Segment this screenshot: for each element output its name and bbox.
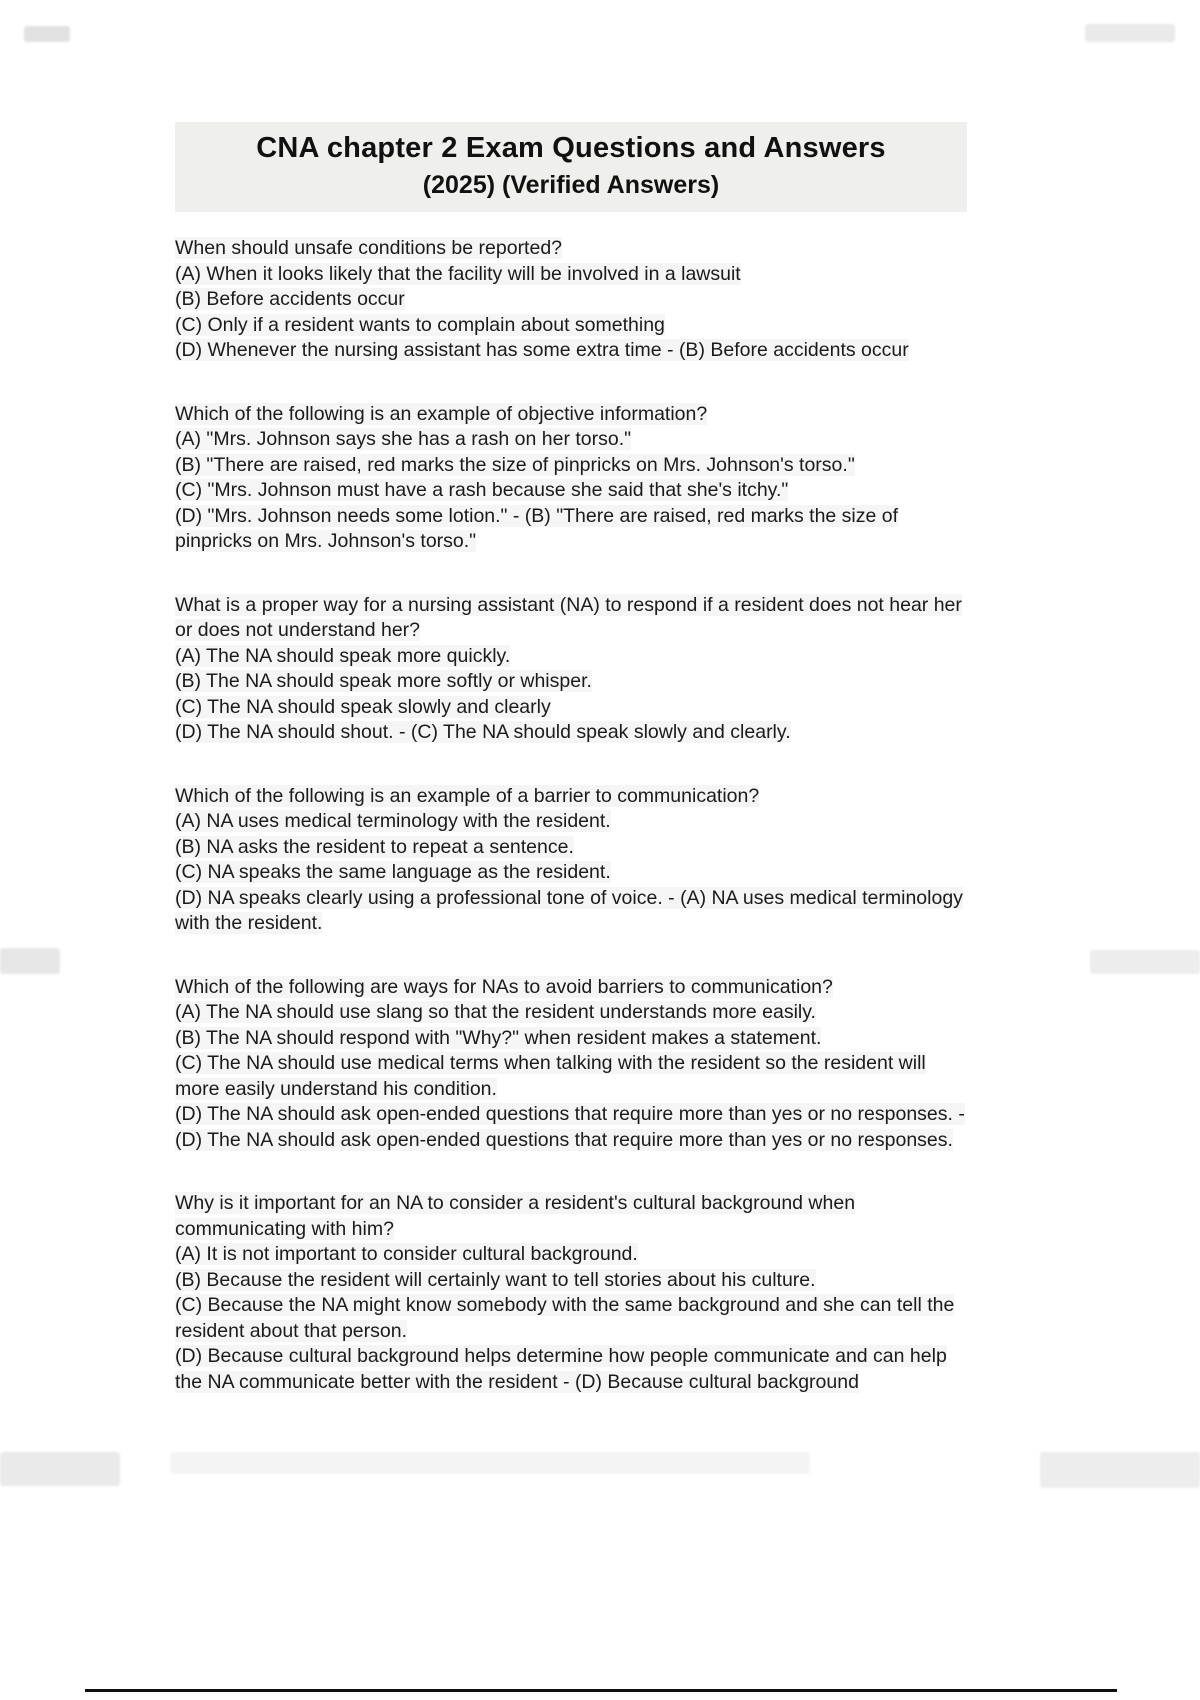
option-line: (B) "There are raised, red marks the size of pinpricks on Mrs. Johnson's torso." [175, 453, 855, 476]
scan-artifact [1090, 950, 1200, 974]
option-line: (D) Whenever the nursing assistant has some extra time - (B) Before accidents occur [175, 339, 909, 361]
option-line: (D) The NA should ask open-ended questions that require more than yes or no responses. - (D) The NA should ask open-ended questions that require more than yes or no responses. [175, 1103, 965, 1151]
question-text: Which of the following are ways for NAs to avoid barriers to communication? [175, 975, 833, 998]
option-line: (B) The NA should respond with "Why?" when resident makes a statement. [175, 1026, 822, 1049]
question-text: When should unsafe conditions be reported? [175, 237, 563, 259]
option-line: (C) "Mrs. Johnson must have a rash because she said that she's itchy." [175, 479, 789, 501]
question-block [175, 1191, 967, 1395]
question-block [175, 784, 967, 937]
option-line: (A) NA uses medical terminology with the resident. [175, 810, 611, 832]
option-line: (C) The NA should use medical terms when talking with the resident so the resident will more easily understand his condition. [175, 1052, 926, 1100]
question-block [175, 402, 967, 555]
scan-artifact [1085, 24, 1175, 42]
option-line: (B) Because the resident will certainly want to tell stories about his culture. [175, 1268, 816, 1291]
option-line: (D) The NA should shout. - (C) The NA should speak slowly and clearly. [175, 721, 791, 743]
question-block [175, 236, 967, 364]
page-title: CNA chapter 2 Exam Questions and Answers [256, 132, 886, 164]
question-text: Which of the following is an example of a barrier to communication? [175, 784, 760, 807]
question-text: Which of the following is an example of objective information? [175, 402, 708, 425]
scan-artifact [24, 26, 70, 42]
option-line: (B) Before accidents occur [175, 288, 405, 310]
option-line: (B) The NA should speak more softly or whisper. [175, 670, 592, 692]
option-line: (D) Because cultural background helps determine how people communicate and can help the NA communicate better with the resident - (D) Because cultural background [175, 1345, 947, 1393]
question-block [175, 975, 967, 1154]
option-line: (C) NA speaks the same language as the resident. [175, 861, 611, 883]
scan-artifact [0, 948, 60, 974]
title-banner [175, 122, 967, 212]
document-page [175, 122, 967, 1433]
option-line: (C) The NA should speak slowly and clearly [175, 695, 551, 718]
option-line: (A) The NA should use slang so that the resident understands more easily. [175, 1001, 816, 1023]
option-line: (D) "Mrs. Johnson needs some lotion." - (B) "There are raised, red marks the size of pinpricks on Mrs. Johnson's torso." [175, 504, 899, 552]
option-line: (A) The NA should speak more quickly. [175, 644, 511, 667]
option-line: (A) When it looks likely that the facility will be involved in a lawsuit [175, 262, 741, 285]
question-text: What is a proper way for a nursing assistant (NA) to respond if a resident does not hear her or does not understand her? [175, 593, 962, 641]
scan-artifact [170, 1452, 810, 1474]
option-line: (A) It is not important to consider cultural background. [175, 1243, 638, 1265]
option-line: (C) Only if a resident wants to complain about something [175, 313, 665, 336]
scan-artifact [1040, 1452, 1200, 1488]
scan-artifact [0, 1452, 120, 1486]
option-line: (B) NA asks the resident to repeat a sentence. [175, 835, 574, 858]
option-line: (D) NA speaks clearly using a professional tone of voice. - (A) NA uses medical terminology with the resident. [175, 886, 963, 934]
question-block [175, 593, 967, 746]
page-bottom-rule [85, 1689, 1117, 1692]
page-subtitle: (2025) (Verified Answers) [422, 171, 720, 199]
option-line: (A) "Mrs. Johnson says she has a rash on her torso." [175, 428, 632, 450]
option-line: (C) Because the NA might know somebody with the same background and she can tell the resident about that person. [175, 1294, 955, 1342]
question-text: Why is it important for an NA to consider a resident's cultural background when communicating with him? [175, 1192, 856, 1240]
